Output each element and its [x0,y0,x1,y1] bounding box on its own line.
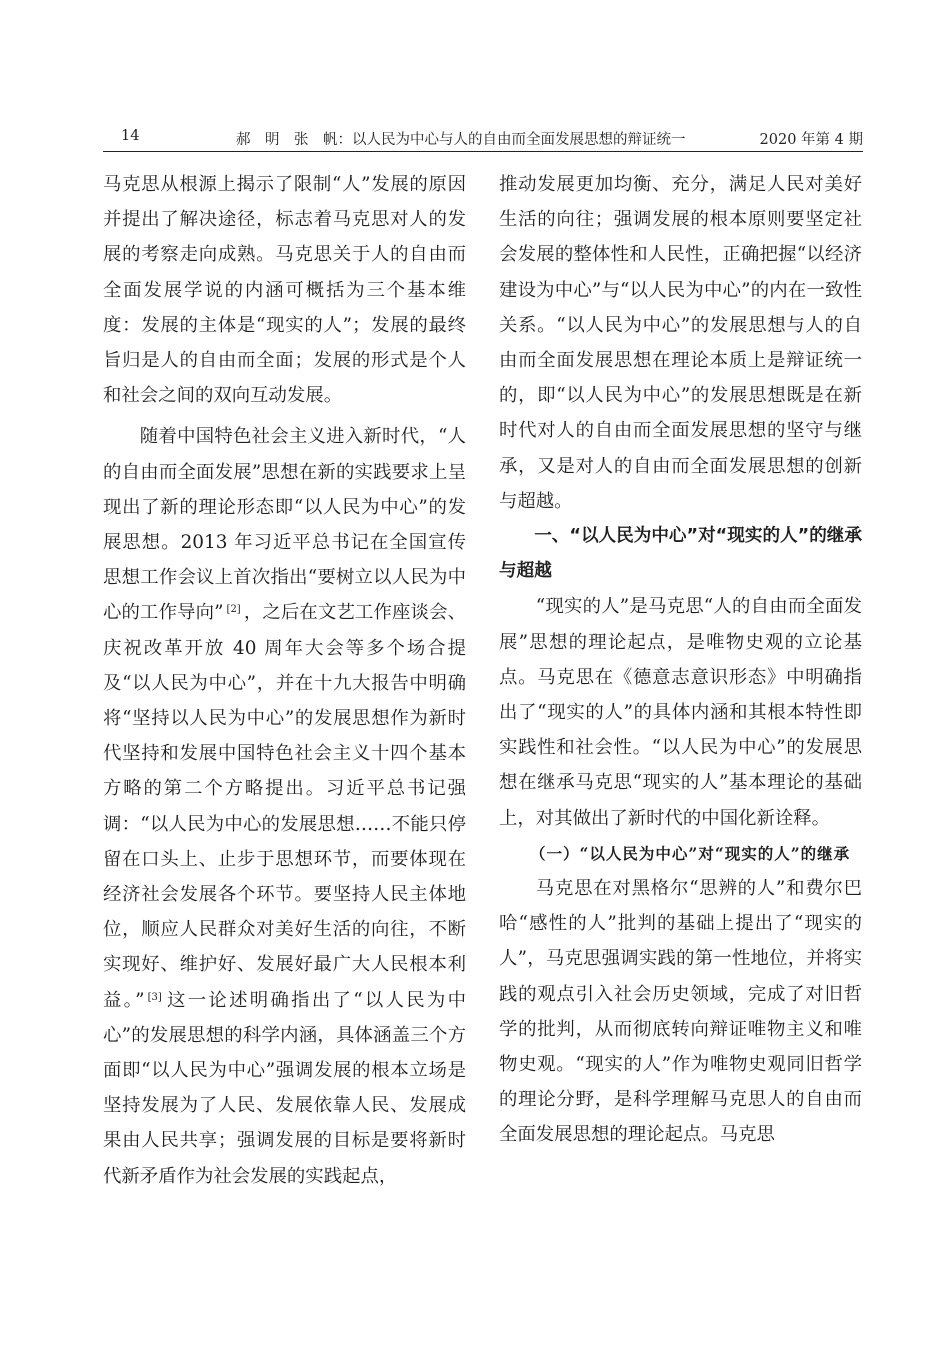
paragraph-continued: 马克思从根源上揭示了限制“人”发展的原因并提出了解决途径，标志着马克思对人的发展的考察走向成熟。马克思关于人的自由而全面发展学说的内涵可概括为三个基本维度：发展的主体是“现实的人”；发展的最终旨归是人的自由而全面；发展的形式是个人和社会之间的双向互动发展。 [103,174,466,407]
paragraph-text: 随着中国特色社会主义进入新时代，“人的自由而全面发展”思想在新的实践要求上呈现出了新的理论形态即“以人民为中心”的发展思想。2013 年习近平总书记在全国宣传思想工作会议上首次指出“要树立以人民为中心的工作导向” [103,426,466,624]
issue-label: 2020 年第 4 期 [759,132,863,148]
paragraph-text: ，之后在文艺工作座谈会、庆祝改革开放 40 周年大会等多个场合提及“以人民为中心”，并在十九大报告中明确将“坚持以人民为中心”的发展思想作为新时代坚持和发展中国特色社会主义十四个基本方略的第二个方略提出。习近平总书记强调：“以人民为中心的发展思想……不能只停留在口头上、止步于思想环节，而要体现在经济社会发展各个环节。要坚持人民主体地位，顺应人民群众对美好生活的向往，不断实现好、维护好、发展好最广大人民根本利益。” [103,602,466,1011]
running-title: 郝 明 张 帆：以人民为中心与人的自由而全面发展思想的辩证统一 [236,132,686,148]
left-column [103,167,466,1194]
right-column [499,167,862,1153]
citation-ref: [2] [226,604,241,616]
section-heading: 一、“以人民为中心”对“现实的人”的继承与超越 [499,526,862,582]
running-header [103,126,863,150]
paragraph-new-era [103,419,466,1193]
paragraph-text: 这一论述明确指出了“以人民为中心”的发展思想的科学内涵，具体涵盖三个方面即“以人民为中心”强调发展的根本立场是坚持发展为了人民、发展依靠人民、发展成果由人民共享；强调发展的目标是要将新时代新矛盾作为社会发展的实践起点， [103,989,467,1187]
paragraph-real-person: “现实的人”是马克思“人的自由而全面发展”思想的理论起点，是唯物史观的立论基点。马克思在《德意志意识形态》中明确指出了“现实的人”的具体内涵和其根本特性即实践性和社会性。“以人民为中心”的发展思想在继承马克思“现实的人”基本理论的基础上，对其做出了新时代的中国化新诠释。 [499,596,862,829]
page-number: 14 [121,128,140,144]
subsection-heading: （一）“以人民为中心”对“现实的人”的继承 [530,843,851,863]
paragraph-marx-critique: 马克思在对黑格尔“思辨的人”和费尔巴哈“感性的人”批判的基础上提出了“现实的人”，马克思强调实践的第一性地位，并将实践的观点引入社会历史领域，完成了对旧哲学的批判，从而彻底转向辩证唯物主义和唯物史观。“现实的人”作为唯物史观同旧哲学的理论分野，是科学理解马克思人的自由而全面发展思想的理论起点。马克思 [499,878,862,1146]
paragraph-continued: 推动发展更加均衡、充分，满足人民对美好生活的向往；强调发展的根本原则要坚定社会发展的整体性和人民性，正确把握“以经济建设为中心”与“以人民为中心”的内在一致性关系。“以人民为中心”的发展思想与人的自由而全面发展思想在理论本质上是辩证统一的，即“以人民为中心”的发展思想既是在新时代对人的自由而全面发展思想的坚守与继承，又是对人的自由而全面发展思想的创新与超越。 [499,174,862,512]
citation-ref: [3] [147,991,162,1003]
header-rule [103,151,863,152]
